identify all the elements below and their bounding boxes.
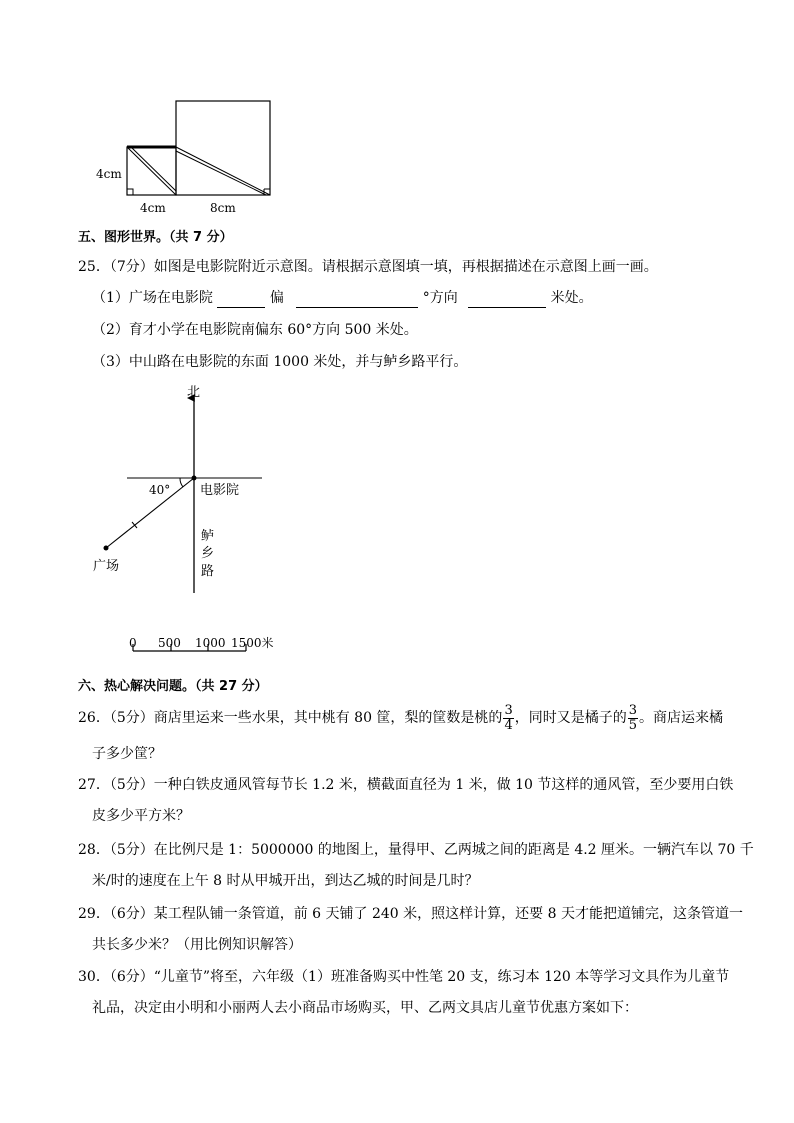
road-char-1: 鲈 (201, 529, 215, 544)
answer-blank-direction1[interactable] (217, 291, 265, 308)
square-label: 广场 (93, 559, 120, 574)
q25-p1-d: 米处。 (550, 290, 593, 306)
fraction-3-4-num: 3 (504, 702, 513, 718)
fraction-3-5-num: 3 (628, 702, 637, 718)
scale-label-1500: 1500米 (231, 636, 274, 650)
q26-line1 (78, 703, 723, 733)
scale-label-500: 500 (158, 636, 181, 650)
q25-p1-c: °方向 (422, 290, 458, 306)
q25-p1-b: 偏 (269, 290, 284, 306)
label-height: 4cm (96, 167, 122, 181)
label-small-width: 4cm (140, 201, 166, 215)
cinema-map[interactable] (85, 380, 305, 655)
q30-line1: 30．（6分）“儿童节”将至，六年级（1）班准备购买中性笔 20 支，练习本 120 本等学习文具作为儿童节 (78, 969, 730, 985)
q29-line2: 共长多少米？（用比例知识解答） (92, 937, 302, 953)
cinema-point[interactable] (192, 476, 197, 481)
section6-title: 六、热心解决问题。（共 27 分） (78, 679, 268, 694)
scale-label-1000: 1000 (195, 636, 226, 650)
scale-bar (129, 635, 274, 651)
scale-label-0: 0 (129, 636, 137, 650)
q26-text-b: ，同时又是橘子的 (514, 710, 627, 726)
q25-stem: 25．（7分）如图是电影院附近示意图。请根据示意图填一填，再根据描述在示意图上画一画。 (78, 259, 658, 275)
fraction-3-4 (503, 704, 513, 733)
square-point[interactable] (104, 546, 109, 551)
label-large-width: 8cm (210, 201, 236, 215)
cinema-label: 电影院 (200, 483, 240, 498)
q29-line1: 29．（6分）某工程队铺一条管道，前 6 天铺了 240 米，照这样计算，还要 8 天才能把道铺完，这条管道一 (78, 906, 743, 922)
large-square (176, 101, 270, 195)
north-label: 北 (187, 385, 201, 400)
q26-text-c: 。商店运来橘 (639, 710, 723, 726)
q25-part3: （3）中山路在电影院的东面 1000 米处，并与鲈乡路平行。 (92, 354, 468, 370)
section5-title: 五、图形世界。（共 7 分） (78, 230, 233, 245)
squares-figure (90, 95, 280, 220)
q25-part2: （2）育才小学在电影院南偏东 60°方向 500 米处。 (92, 322, 418, 338)
q28-line1: 28．（5分）在比例尺是 1：5000000 的地图上，量得甲、乙两城之间的距离是 4.2 厘米。一辆汽车以 70 千 (78, 842, 754, 858)
q30-line2: 礼品，决定由小明和小丽两人去小商品市场购买，甲、乙两文具店儿童节优惠方案如下： (92, 1000, 638, 1016)
answer-blank-distance[interactable] (468, 291, 546, 308)
q25-part1 (92, 288, 593, 308)
road-char-2: 乡 (201, 546, 215, 561)
fraction-3-5-den: 5 (628, 717, 637, 733)
q27-line1: 27．（5分）一种白铁皮通风管每节长 1.2 米，横截面直径为 1 米，做 10 节这样的通风管，至少要用白铁 (78, 777, 734, 793)
q26-text-a: 26．（5分）商店里运来一些水果，其中桃有 80 筐，梨的筐数是桃的 (78, 710, 503, 726)
q26-line2: 子多少筐？ (92, 746, 162, 762)
angle-label: 40° (149, 483, 171, 497)
road-char-3: 路 (201, 564, 215, 579)
q27-line2: 皮多少平方米？ (92, 808, 190, 824)
q25-p1-a: （1）广场在电影院 (92, 290, 213, 306)
answer-blank-degrees[interactable] (296, 291, 418, 308)
fraction-3-5 (628, 704, 638, 733)
q28-line2: 米/时的速度在上午 8 时从甲城开出，到达乙城的时间是几时？ (92, 873, 479, 889)
fraction-3-4-den: 4 (504, 717, 513, 733)
